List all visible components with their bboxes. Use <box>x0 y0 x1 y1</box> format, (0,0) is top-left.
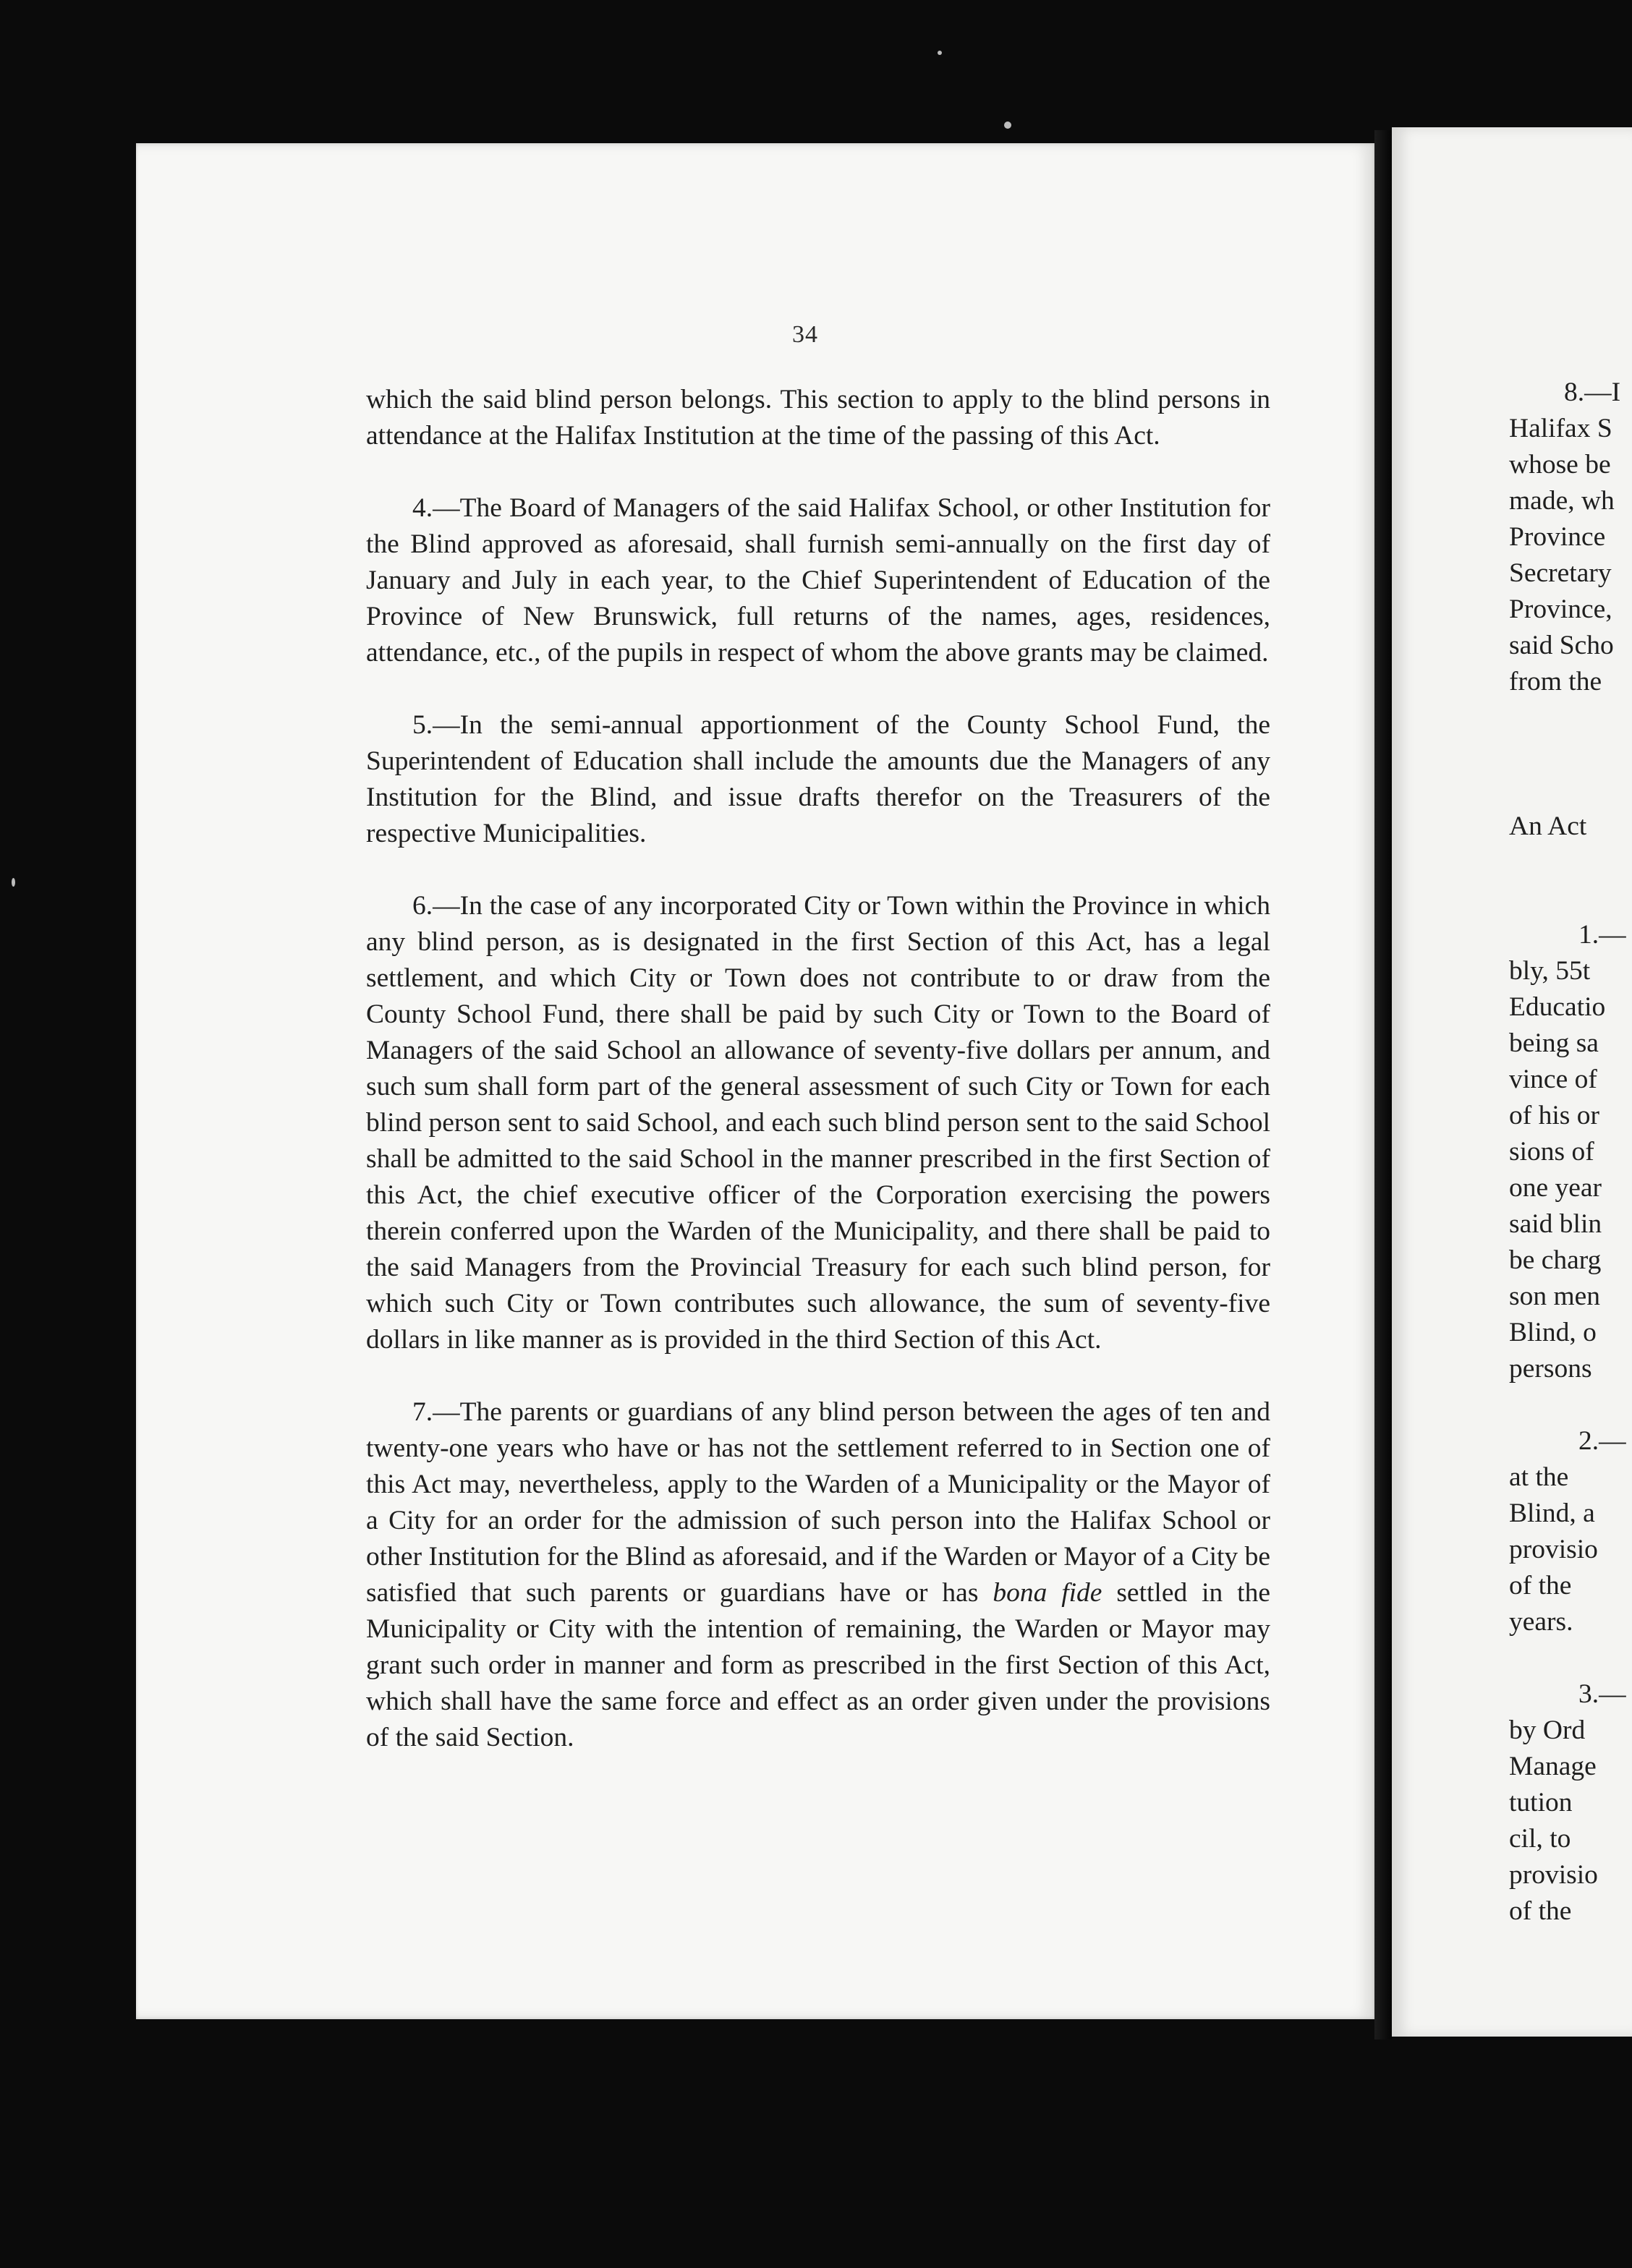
text-line: by Ord <box>1509 1715 1586 1745</box>
text-line: made, wh <box>1509 486 1615 516</box>
section-5-paragraph: 5.—In the semi-annual apportionment of the County School Fund, the Superintendent of Education shall include the amounts due the Managers of any Institution for the Blind, and issue drafts therefor on the Treasurers of the respective Municipalities. <box>366 710 1270 848</box>
section-3-fragment <box>1509 1676 1632 1930</box>
text-line: 3.— <box>1578 1679 1626 1709</box>
text-line: provisio <box>1509 1535 1598 1564</box>
text-line: Province <box>1509 522 1606 552</box>
text-line: of the <box>1509 1571 1572 1600</box>
scan-speck <box>938 51 942 55</box>
section-7-paragraph <box>366 1394 1270 1756</box>
act-heading-fragment <box>1509 809 1632 845</box>
text-line: years. <box>1509 1607 1573 1637</box>
text-line: Blind, o <box>1509 1318 1597 1347</box>
bona-fide-italic: bona fide <box>993 1578 1102 1608</box>
text-line: from the <box>1509 667 1602 696</box>
paragraph-continuation: which the said blind person belongs. This section to apply to the blind persons in attendance at the Halifax Institution at the time of the passing of this Act. <box>366 385 1270 451</box>
text-line: being sa <box>1509 1028 1599 1058</box>
text-line: Halifax S <box>1509 414 1612 443</box>
left-page-text <box>366 382 1270 1792</box>
text-line: 8.—I <box>1564 378 1621 407</box>
text-line: tution <box>1509 1788 1573 1817</box>
text-line: provisio <box>1509 1860 1598 1890</box>
section-6-paragraph: 6.—In the case of any incorporated City or Town within the Province in which any blind person, as is designated in the first Section of this Act, has a legal settlement, and which City or Town does not contribute to or draw from the County School Fund, there shall be paid by such City or Town to the Board of Managers of the said School an allowance of seventy-five dollars per annum, and such sum shall form part of the general assessment of such City or Town for each blind person sent to said School, and each such blind person sent to the said School shall be admitted to the said School in the manner prescribed in the first Section of this Act, the chief executive officer of the Corporation exercising the powers therein conferred upon the Warden of the Municipality, and there shall be paid to the said Managers from the Provincial Treasury for each such blind person, for which such City or Town contributes such allowance, the sum of seventy-five dollars in like manner as is provided in the third Section of this Act. <box>366 891 1270 1355</box>
scan-speck <box>12 878 15 887</box>
text-line: Secretary <box>1509 558 1612 588</box>
right-page-text <box>1509 375 1632 1966</box>
text-line: Province, <box>1509 594 1612 624</box>
text-line: 2.— <box>1578 1426 1626 1456</box>
text-line: Blind, a <box>1509 1498 1595 1528</box>
text-line: whose be <box>1509 450 1611 479</box>
section-4-paragraph: 4.—The Board of Managers of the said Halifax School, or other Institution for the Blind approved as aforesaid, shall furnish semi-annually on the first day of January and July in each year, to the Chief Superintendent of Education of the Province of New Brunswick, full returns of the names, ages, residences, attendance, etc., of the pupils in respect of whom the above grants may be claimed. <box>366 493 1270 668</box>
text-line: Educatio <box>1509 992 1606 1022</box>
spacer <box>1509 881 1632 917</box>
book-gutter <box>1374 130 1392 2039</box>
spacer <box>1509 736 1632 809</box>
section-7-text-end: settled in the Municipality or City with the intention of remaining, the Warden or Mayor may grant such order in manner and form as prescribed in the first Section of this Act, which shall have the same force and effect as an order given under the provisions of the said Section. <box>366 1578 1270 1752</box>
text-line: son men <box>1509 1282 1601 1311</box>
section-8-fragment <box>1509 375 1632 700</box>
section-7-text-start: 7.—The parents or guardians of any blind person between the ages of ten and twenty-one years who have or has not the settlement referred to in Section one of this Act may, nevertheless, apply to the Warden of a Municipality or the Mayor of a City for an order for the admission of such person into the Halifax School or other Institution for the Blind as aforesaid, and if the Warden or Mayor of a City be satisfied that such parents or guardians have or has <box>366 1397 1270 1608</box>
text-line: bly, 55t <box>1509 956 1591 986</box>
scan-speck <box>1004 122 1011 129</box>
text-line: at the <box>1509 1462 1569 1492</box>
text-line: one year <box>1509 1173 1602 1203</box>
section-2-fragment <box>1509 1423 1632 1640</box>
text-line: said Scho <box>1509 631 1614 660</box>
text-line: of his or <box>1509 1101 1599 1130</box>
section-1-fragment <box>1509 917 1632 1387</box>
text-line: persons <box>1509 1354 1592 1384</box>
act-heading: An Act <box>1509 811 1587 841</box>
text-line: Manage <box>1509 1752 1597 1781</box>
text-line: be charg <box>1509 1245 1602 1275</box>
text-line: cil, to <box>1509 1824 1571 1854</box>
text-line: sions of <box>1509 1137 1594 1167</box>
page-number: 34 <box>792 321 818 348</box>
text-line: said blin <box>1509 1209 1602 1239</box>
text-line: of the <box>1509 1896 1572 1926</box>
text-line: vince of <box>1509 1065 1597 1094</box>
text-line: 1.— <box>1578 920 1626 950</box>
